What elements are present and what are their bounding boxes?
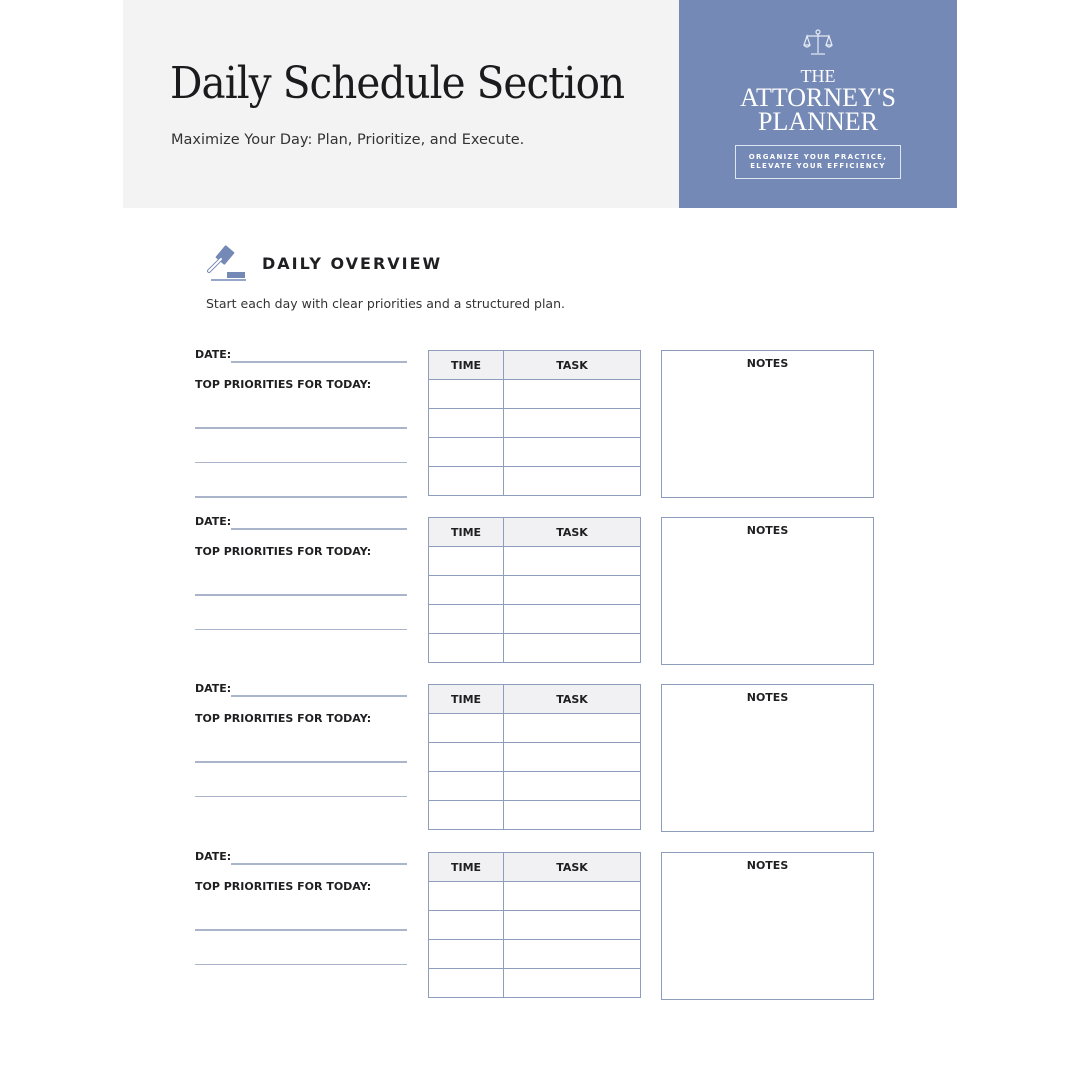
task-cell[interactable] [504, 605, 641, 634]
time-cell[interactable] [429, 467, 504, 496]
schedule-table [428, 684, 641, 830]
task-cell[interactable] [504, 409, 641, 438]
task-cell[interactable] [504, 969, 641, 998]
priorities-label: TOP PRIORITIES FOR TODAY: [195, 378, 372, 391]
time-cell[interactable] [429, 772, 504, 801]
time-cell[interactable] [429, 969, 504, 998]
priority-line[interactable] [195, 964, 407, 966]
time-header: TIME [429, 518, 504, 547]
notes-label: NOTES [746, 859, 789, 872]
notes-box[interactable] [661, 350, 874, 498]
table-row [429, 409, 641, 438]
table-row [429, 772, 641, 801]
schedule-table [428, 852, 641, 998]
table-row [429, 547, 641, 576]
brand-tagline [735, 145, 901, 179]
priorities-label: TOP PRIORITIES FOR TODAY: [195, 545, 372, 558]
table-row [429, 380, 641, 409]
priority-line[interactable] [195, 427, 407, 429]
time-cell[interactable] [429, 940, 504, 969]
task-cell[interactable] [504, 801, 641, 830]
header-banner [123, 0, 679, 208]
priority-line[interactable] [195, 761, 407, 763]
time-cell[interactable] [429, 882, 504, 911]
time-cell[interactable] [429, 801, 504, 830]
page-title: Daily Schedule Section [170, 58, 625, 109]
table-row [429, 969, 641, 998]
task-cell[interactable] [504, 911, 641, 940]
time-cell[interactable] [429, 743, 504, 772]
task-header: TASK [504, 351, 641, 380]
task-header: TASK [504, 853, 641, 882]
table-row [429, 467, 641, 496]
brand-panel [679, 0, 957, 208]
time-cell[interactable] [429, 714, 504, 743]
task-cell[interactable] [504, 940, 641, 969]
gavel-icon [205, 245, 249, 283]
section-subtitle: Start each day with clear priorities and a structured plan. [206, 296, 565, 311]
date-label: DATE: [195, 850, 232, 863]
table-row [429, 801, 641, 830]
task-cell[interactable] [504, 743, 641, 772]
section-title: DAILY OVERVIEW [262, 254, 443, 273]
date-label: DATE: [195, 515, 232, 528]
time-header: TIME [429, 685, 504, 714]
schedule-table [428, 350, 641, 496]
daily-block [0, 350, 1080, 500]
brand-name [679, 83, 957, 136]
table-row [429, 714, 641, 743]
scales-of-justice-icon [803, 29, 833, 57]
table-row [429, 634, 641, 663]
page-subtitle: Maximize Your Day: Plan, Prioritize, and Execute. [171, 132, 525, 148]
notes-box[interactable] [661, 852, 874, 1000]
priority-line[interactable] [195, 629, 407, 631]
time-cell[interactable] [429, 576, 504, 605]
notes-box[interactable] [661, 684, 874, 832]
task-cell[interactable] [504, 438, 641, 467]
date-field[interactable] [231, 863, 407, 865]
table-row [429, 743, 641, 772]
notes-box[interactable] [661, 517, 874, 665]
time-cell[interactable] [429, 634, 504, 663]
tagline-line1: ORGANIZE YOUR PRACTICE, [748, 153, 888, 161]
brand-attorneys: ATTORNEY'S [740, 83, 896, 112]
task-header: TASK [504, 685, 641, 714]
priority-line[interactable] [195, 594, 407, 596]
date-field[interactable] [231, 361, 407, 363]
priorities-label: TOP PRIORITIES FOR TODAY: [195, 880, 372, 893]
time-cell[interactable] [429, 409, 504, 438]
notes-label: NOTES [746, 524, 789, 537]
schedule-table [428, 517, 641, 663]
time-cell[interactable] [429, 547, 504, 576]
priority-line[interactable] [195, 496, 407, 498]
task-cell[interactable] [504, 467, 641, 496]
table-row [429, 438, 641, 467]
date-label: DATE: [195, 682, 232, 695]
task-cell[interactable] [504, 547, 641, 576]
table-row [429, 605, 641, 634]
task-cell[interactable] [504, 882, 641, 911]
task-cell[interactable] [504, 772, 641, 801]
table-row [429, 911, 641, 940]
date-label: DATE: [195, 348, 232, 361]
time-cell[interactable] [429, 438, 504, 467]
daily-block [0, 684, 1080, 834]
date-field[interactable] [231, 528, 407, 530]
time-cell[interactable] [429, 380, 504, 409]
date-field[interactable] [231, 695, 407, 697]
priority-line[interactable] [195, 796, 407, 798]
table-row [429, 940, 641, 969]
priority-line[interactable] [195, 929, 407, 931]
task-cell[interactable] [504, 714, 641, 743]
time-cell[interactable] [429, 605, 504, 634]
time-cell[interactable] [429, 911, 504, 940]
priorities-label: TOP PRIORITIES FOR TODAY: [195, 712, 372, 725]
priority-line[interactable] [195, 462, 407, 464]
table-row [429, 882, 641, 911]
task-header: TASK [504, 518, 641, 547]
tagline-line2: ELEVATE YOUR EFFICIENCY [750, 162, 886, 170]
time-header: TIME [429, 351, 504, 380]
task-cell[interactable] [504, 576, 641, 605]
brand-planner: PLANNER [758, 107, 878, 136]
daily-block [0, 517, 1080, 667]
brand-the: THE [800, 66, 836, 86]
task-cell[interactable] [504, 380, 641, 409]
notes-label: NOTES [746, 357, 789, 370]
table-row [429, 576, 641, 605]
task-cell[interactable] [504, 634, 641, 663]
notes-label: NOTES [746, 691, 789, 704]
daily-block [0, 852, 1080, 1002]
time-header: TIME [429, 853, 504, 882]
